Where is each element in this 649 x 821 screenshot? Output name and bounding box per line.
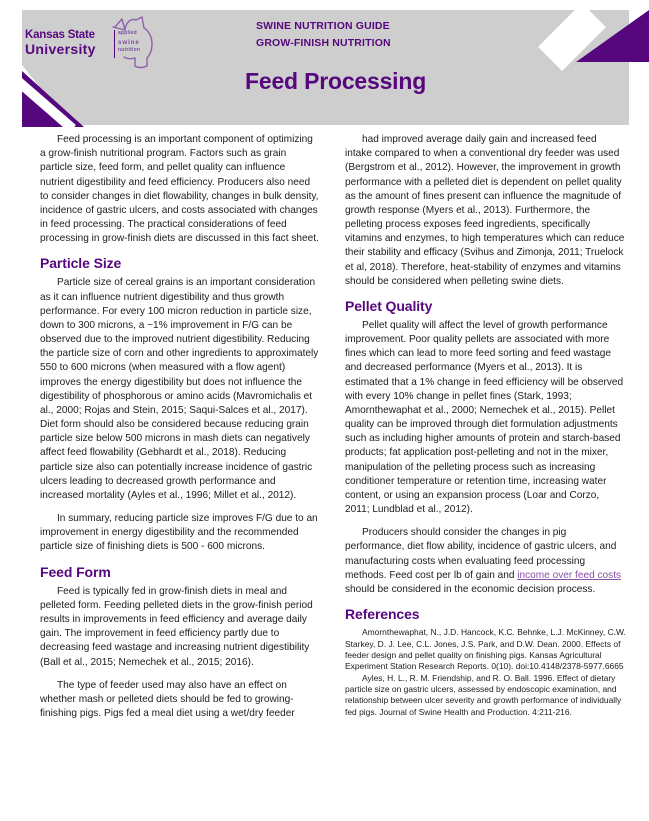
logo-line-university: University [25,40,96,57]
paragraph-feed-form-continued: had improved average daily gain and increased feed intake compared to when a conventional dry feeder was used (Bergstrom et al., 2012). However, the improvement in growth performance with a pelleted diet is dependent on pellet quality as the amount of fines present can influence the magnitude of growth response (Myers et al., 2013). Furthermore, the pelleting process exposes feed ingredients, specifically vitamins and enzymes, to high temperatures which can reduce their stability and efficacy (Svihus and Zimonja, 2011; Truelock et al, 2018). Therefore, heat-stability of enzymes and vitamins should be considered when pelleting swine diets. [345,134,625,287]
income-over-feed-costs-link[interactable]: income over feed costs [517,569,622,581]
paragraph-particle-size-2: In summary, reducing particle size improves F/G due to an improvement in energy digestibility and the recommended particle size of finishing diets is 500 - 600 microns. [40,513,318,553]
reference-entry: Amornthewaphat, N., J.D. Hancock, K.C. Behnke, L.J. McKinney, C.W. Starkey, D. J. Lee, C.L. Jones, J.S. Park, and D.W. Dean. 2000. Effects of feeder design and pellet quality on finishing pigs. Kansas Agricultural Experiment Station Research Reports. 0(10). doi:10.4148/2378-5977.6665 [345,627,626,672]
paragraph-pellet-quality-1: Pellet quality will affect the level of growth performance improvement. Poor quality pellets are associated with more fines which can lead to more feed sorting and feed wastage and decreased performance (Myers et al., 2013). It is estimated that a 1% change in feed efficiency will be observed with every 10% change in pellet fines (Stark, 1993; Amornthewaphat et al., 2000; Nemechek et al., 2015). Pellet quality can be improved through diet formulation adjustments such as including higher amounts of protein and starch-based products; fat application post-pelleting and not in the mixer, manipulation of the pelleting process such as increasing conditioner temperature or retention time, increasing water content, or using an expansion process (Loar and Corzo, 2011; Lundblad et al., 2012). [345,319,624,516]
heading-particle-size: Particle Size [40,255,122,272]
right-column [345,133,626,718]
paragraph-intro: Feed processing is an important component of optimizing a grow-finish nutritional program. Factors such as grain particle size, feed form, and pellet quality can influence nutrient digestibility and feed efficiency. Producers also need to consider changes in diet flowability, changes in bulk density, incidence of gastric ulcers, and costs associated with changes in feed processing. The practical considerations of feed processing in grow-finish diets are discussed in this fact sheet. [40,134,319,245]
guide-line-swine-nutrition: SWINE NUTRITION GUIDE [256,20,390,32]
guide-line-grow-finish: GROW-FINISH NUTRITION [256,37,391,49]
paragraph-pellet-quality-2 [345,526,626,597]
reference-entry: Ayles, H. L., R. M. Friendship, and R. O. Ball. 1996. Effect of dietary particle size on gastric ulcers, assessed by endoscopic examination, and relationship between ulcer severity and growth performance of individually fed pigs. Journal of Swine Health and Production. 4:211-216. [345,672,622,717]
paragraph-particle-size-1: Particle size of cereal grains is an important consideration as it can influence nutrient digestibility and thus growth performance. For every 100 micron reduction in particle size, down to 300 microns, a ~1% improvement in F/G can be observed due to the improved nutrient digestibility. Reducing the particle size of corn and other ingredients to approximately 550 to 600 microns (when measured with a flow agent) improves the energy digestibility but does not influence the digestibility of phosphorous or amino acids (Mavromichalis et al., 2000; Rojas and Stein, 2015; Saqui-Salces et al., 2017). Diet form should also be considered because reducing grain particle size below 500 microns in mash diets can negatively affect feed flowability (Gebhardt et al., 2018). Reducing particle size also can potentially increase incidence of gastric ulcers leading to decreased growth performance and increased mortality (Ayles et al., 1996; Millet et al., 2012). [40,277,319,501]
pig-head-outline-icon [109,14,155,70]
logo-wordmark [25,30,111,56]
page-title: Feed Processing [245,68,427,94]
document-body [0,133,649,821]
heading-references: References [345,606,420,623]
guide-subtitle-block [256,18,391,52]
logo-subbrand-nutrition: nutrition [118,47,141,54]
heading-feed-form: Feed Form [40,563,111,580]
logo-subbrand-applied: applied [118,30,137,36]
document-header [0,0,649,127]
paragraph-pellet-quality-2-text-after: should be considered in the economic decision process. [345,583,596,595]
paragraph-pellet-quality-2-text-before: Producers should consider the changes in pig performance, diet flow ability, incidence of gastric ulcers, and manufacturing costs when evaluating feed processing methods. Feed cost per lb of gain and [345,527,617,581]
left-column [40,133,321,730]
paragraph-feed-form-2: The type of feeder used may also have an effect on whether mash or pelleted diets should be fed to growing-finishing pigs. Pigs fed a meal diet using a wet/dry feeder [40,679,295,720]
paragraph-feed-form-1: Feed is typically fed in grow-finish diets in meal and pelleted form. Feeding pelleted diets in the grow-finish period results in improvements in feed efficiency and average daily gain. The improvement in feed efficiency partly due to decreasing feed wastage and increasing nutrient digestibility (Ball et al., 2015; Nemechek et al., 2015; 2016). [40,585,313,668]
logo-line-kansas-state: Kansas State [25,29,95,41]
logo-subbrand-swine: swine [118,38,140,46]
heading-pellet-quality: Pellet Quality [345,297,433,314]
ksu-applied-swine-nutrition-logo [25,14,153,69]
